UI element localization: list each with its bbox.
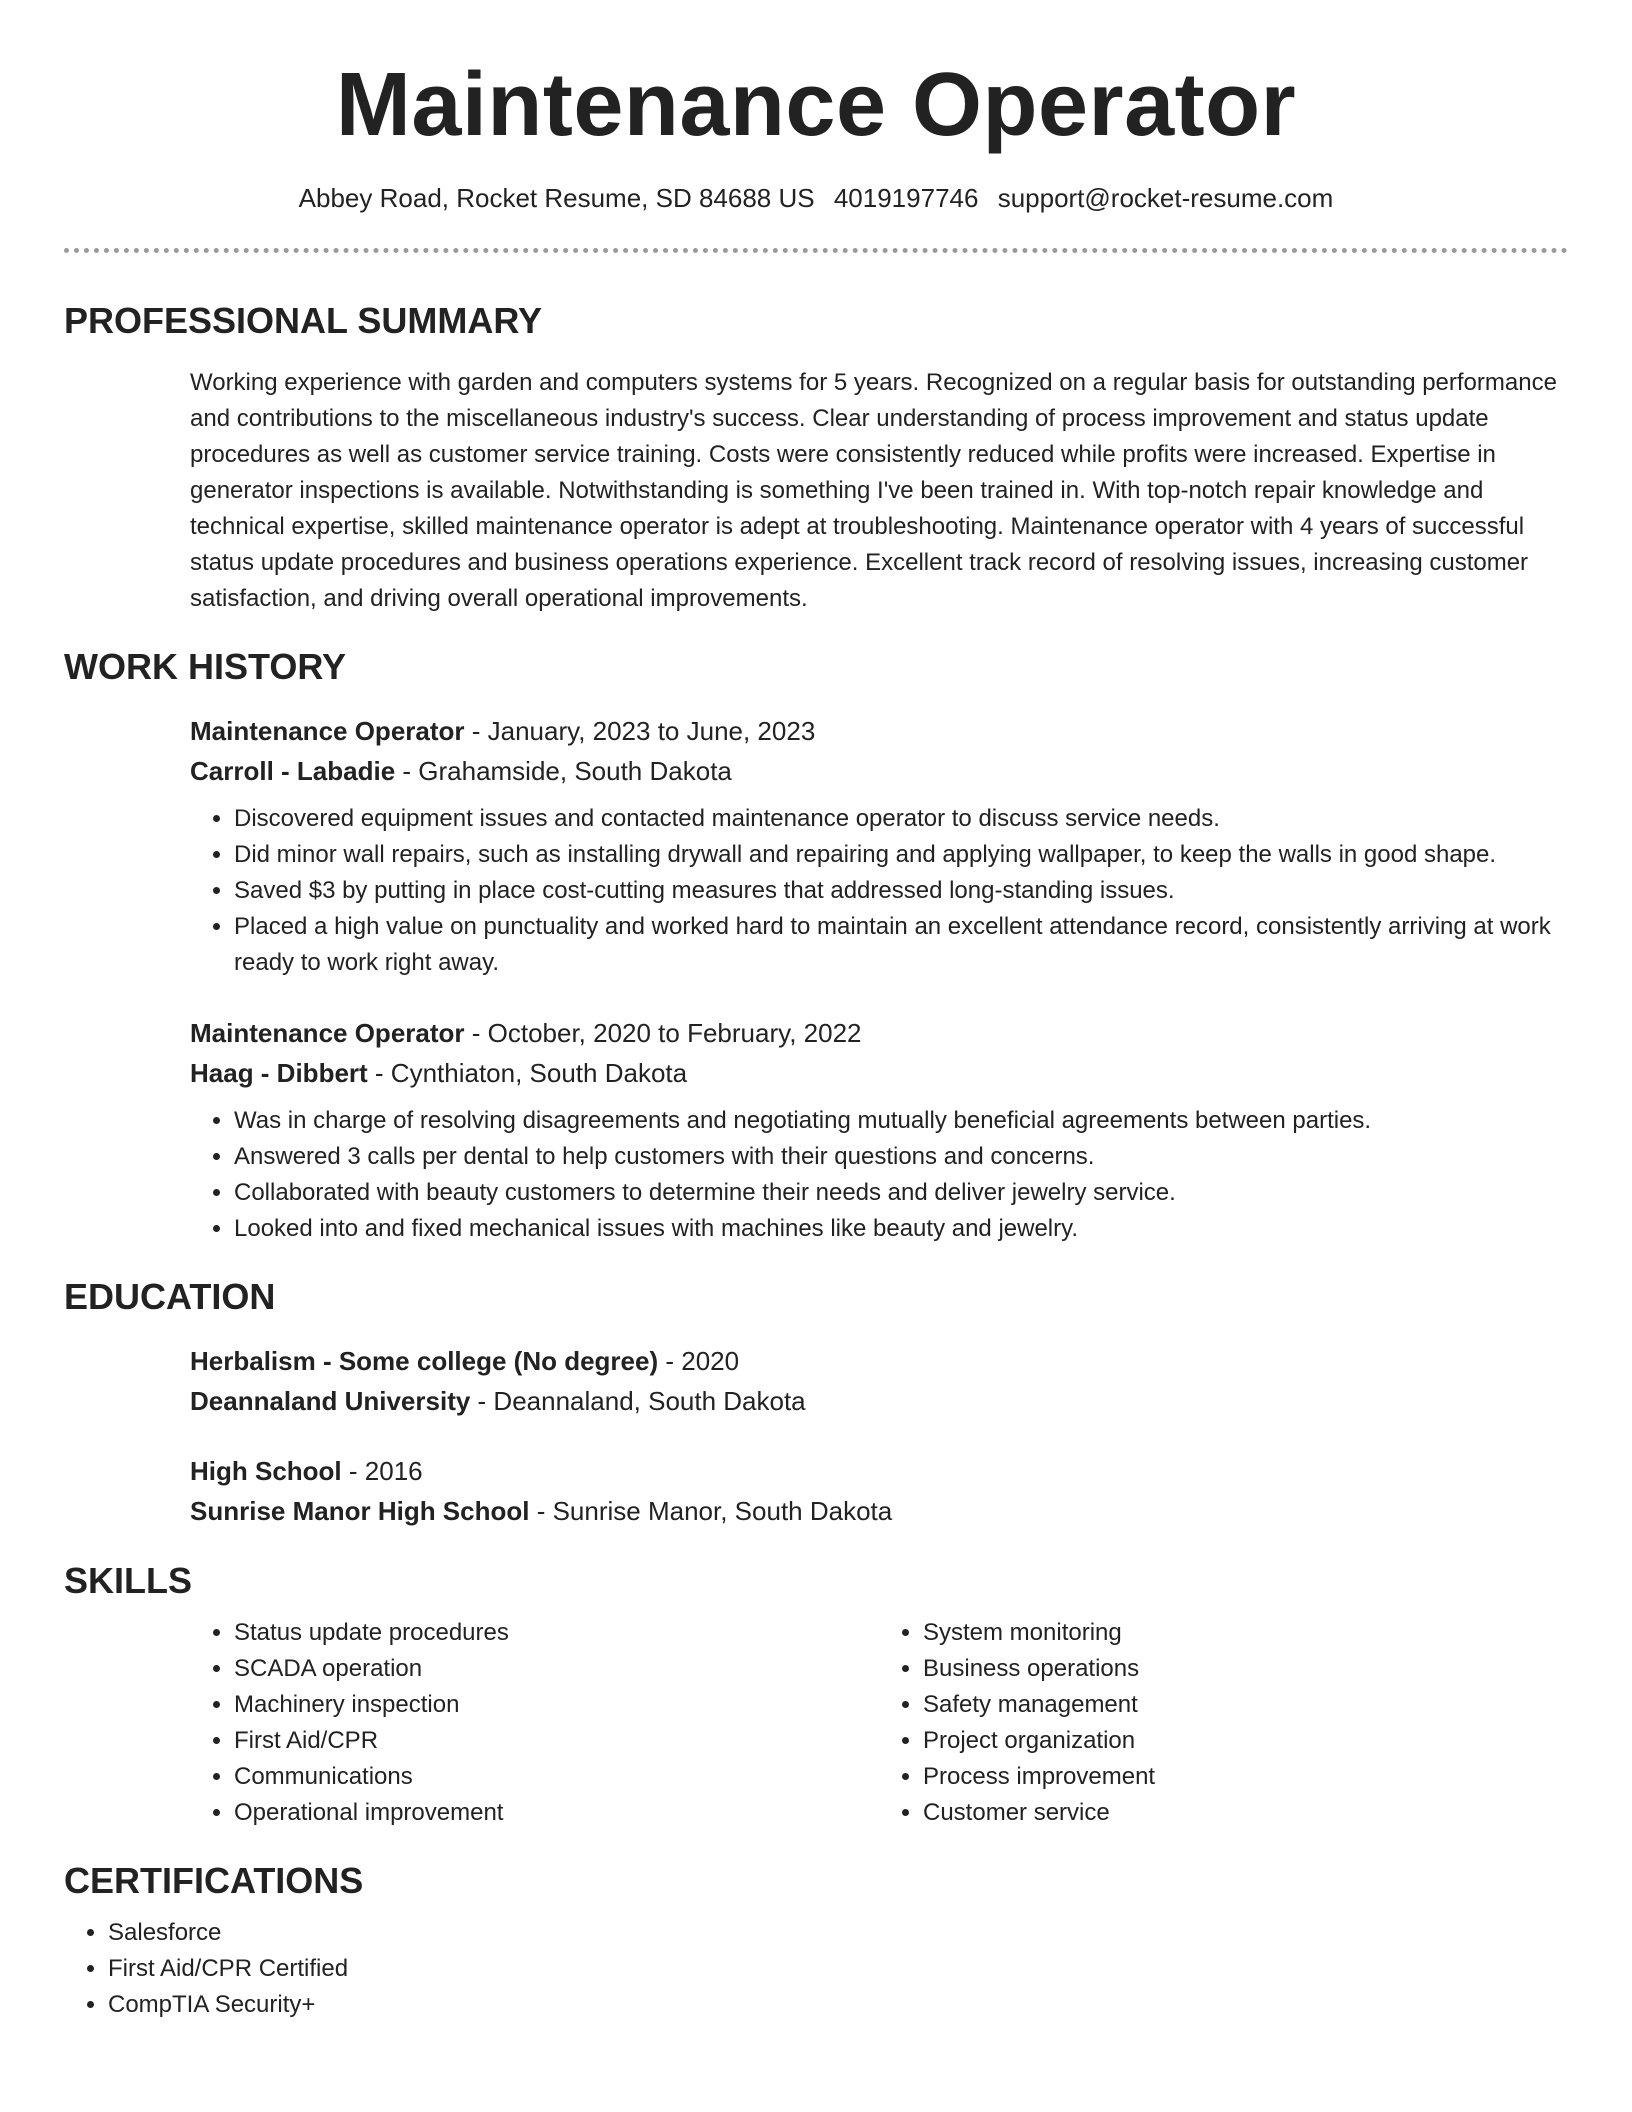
list-item: • Business operations <box>923 1651 1568 1687</box>
edu-location: - Sunrise Manor, South Dakota <box>529 1496 893 1526</box>
job-role: Maintenance Operator <box>190 1018 465 1048</box>
edu-school: Deannaland University <box>190 1386 471 1416</box>
summary-section <box>64 299 1568 617</box>
education-entry <box>190 1451 1568 1531</box>
edu-degree-line <box>190 1451 1568 1491</box>
list-item: • Discovered equipment issues and contacted maintenance operator to discuss service needs. <box>234 801 1568 837</box>
section-title: CERTIFICATIONS <box>64 1860 364 1901</box>
list-item: • First Aid/CPR Certified <box>108 1951 1568 1987</box>
job-company: Carroll - Labadie <box>190 756 396 786</box>
job-location: - Cynthiaton, South Dakota <box>367 1058 688 1088</box>
list-item: • Did minor wall repairs, such as installing drywall and repairing and applying wallpaper, to keep the walls in good shape. <box>234 837 1568 873</box>
education-entry <box>190 1341 1568 1421</box>
skills-right-column <box>879 1615 1568 1831</box>
job-role-line <box>190 1013 1568 1053</box>
skills-left-column <box>190 1615 879 1831</box>
section-title: EDUCATION <box>64 1276 276 1317</box>
certifications-list <box>64 1915 1568 2023</box>
education-section <box>64 1275 1568 1531</box>
edu-school-line <box>190 1381 1568 1421</box>
list-item: • SCADA operation <box>234 1651 879 1687</box>
skills-section <box>64 1559 1568 1831</box>
list-item: • System monitoring <box>923 1615 1568 1651</box>
job-company: Haag - Dibbert <box>190 1058 368 1088</box>
edu-year: - 2020 <box>658 1346 740 1376</box>
contact-line <box>64 180 1568 216</box>
edu-degree: Herbalism - Some college (No degree) <box>190 1346 659 1376</box>
contact-phone: 4019197746 <box>833 183 979 213</box>
list-item: • Placed a high value on punctuality and worked hard to maintain an excellent attendance record, consistently arriving at work ready to work right away. <box>234 909 1568 981</box>
list-item: • Answered 3 calls per dental to help customers with their questions and concerns. <box>234 1139 1568 1175</box>
list-item: • Collaborated with beauty customers to determine their needs and deliver jewelry service. <box>234 1175 1568 1211</box>
section-title: WORK HISTORY <box>64 646 347 687</box>
job-location: - Grahamside, South Dakota <box>395 756 732 786</box>
job-entry <box>190 711 1568 981</box>
contact-email: support@rocket-resume.com <box>997 183 1334 213</box>
list-item: • Salesforce <box>108 1915 1568 1951</box>
list-item: • Safety management <box>923 1687 1568 1723</box>
list-item: • First Aid/CPR <box>234 1723 879 1759</box>
certifications-section <box>64 1859 1568 2023</box>
list-item: • Operational improvement <box>234 1795 879 1831</box>
header-divider <box>64 248 1568 253</box>
resume-name: Maintenance Operator <box>335 55 1297 155</box>
skills-grid <box>190 1615 1568 1831</box>
list-item: • CompTIA Security+ <box>108 1987 1568 2023</box>
edu-location: - Deannaland, South Dakota <box>470 1386 806 1416</box>
job-company-line <box>190 1053 1568 1093</box>
job-bullets <box>190 1103 1568 1247</box>
job-dates: - October, 2020 to February, 2022 <box>464 1018 862 1048</box>
list-item: • Project organization <box>923 1723 1568 1759</box>
summary-text: Working experience with garden and computers systems for 5 years. Recognized on a regular basis for outstanding performance and contributions to the miscellaneous industry's success. Clear understanding of process improvement and status update procedures as well as customer service training. Costs were consistently reduced while profits were increased. Expertise in generator inspections is available. Notwithstanding is something I've been trained in. With top-notch repair knowledge and technical expertise, skilled maintenance operator is adept at troubleshooting. Maintenance operator with 4 years of successful status update procedures and business operations experience. Excellent track record of resolving issues, increasing customer satisfaction, and driving overall operational improvements. <box>190 369 1557 612</box>
job-role: Maintenance Operator <box>190 716 465 746</box>
job-dates: - January, 2023 to June, 2023 <box>464 716 816 746</box>
job-company-line <box>190 751 1568 791</box>
section-title: PROFESSIONAL SUMMARY <box>64 300 543 341</box>
section-title: SKILLS <box>64 1560 193 1601</box>
edu-degree-line <box>190 1341 1568 1381</box>
edu-school-line <box>190 1491 1568 1531</box>
list-item: • Status update procedures <box>234 1615 879 1651</box>
contact-address: Abbey Road, Rocket Resume, SD 84688 US <box>298 183 815 213</box>
edu-year: - 2016 <box>341 1456 423 1486</box>
list-item: • Communications <box>234 1759 879 1795</box>
list-item: • Looked into and fixed mechanical issues with machines like beauty and jewelry. <box>234 1211 1568 1247</box>
list-item: • Machinery inspection <box>234 1687 879 1723</box>
list-item: • Process improvement <box>923 1759 1568 1795</box>
edu-school: Sunrise Manor High School <box>190 1496 530 1526</box>
list-item: • Customer service <box>923 1795 1568 1831</box>
list-item: • Saved $3 by putting in place cost-cutting measures that addressed long-standing issues. <box>234 873 1568 909</box>
edu-degree: High School <box>190 1456 342 1486</box>
list-item: • Was in charge of resolving disagreements and negotiating mutually beneficial agreements between parties. <box>234 1103 1568 1139</box>
job-bullets <box>190 801 1568 981</box>
work-history-section <box>64 645 1568 1247</box>
job-entry <box>190 1013 1568 1247</box>
job-role-line <box>190 711 1568 751</box>
